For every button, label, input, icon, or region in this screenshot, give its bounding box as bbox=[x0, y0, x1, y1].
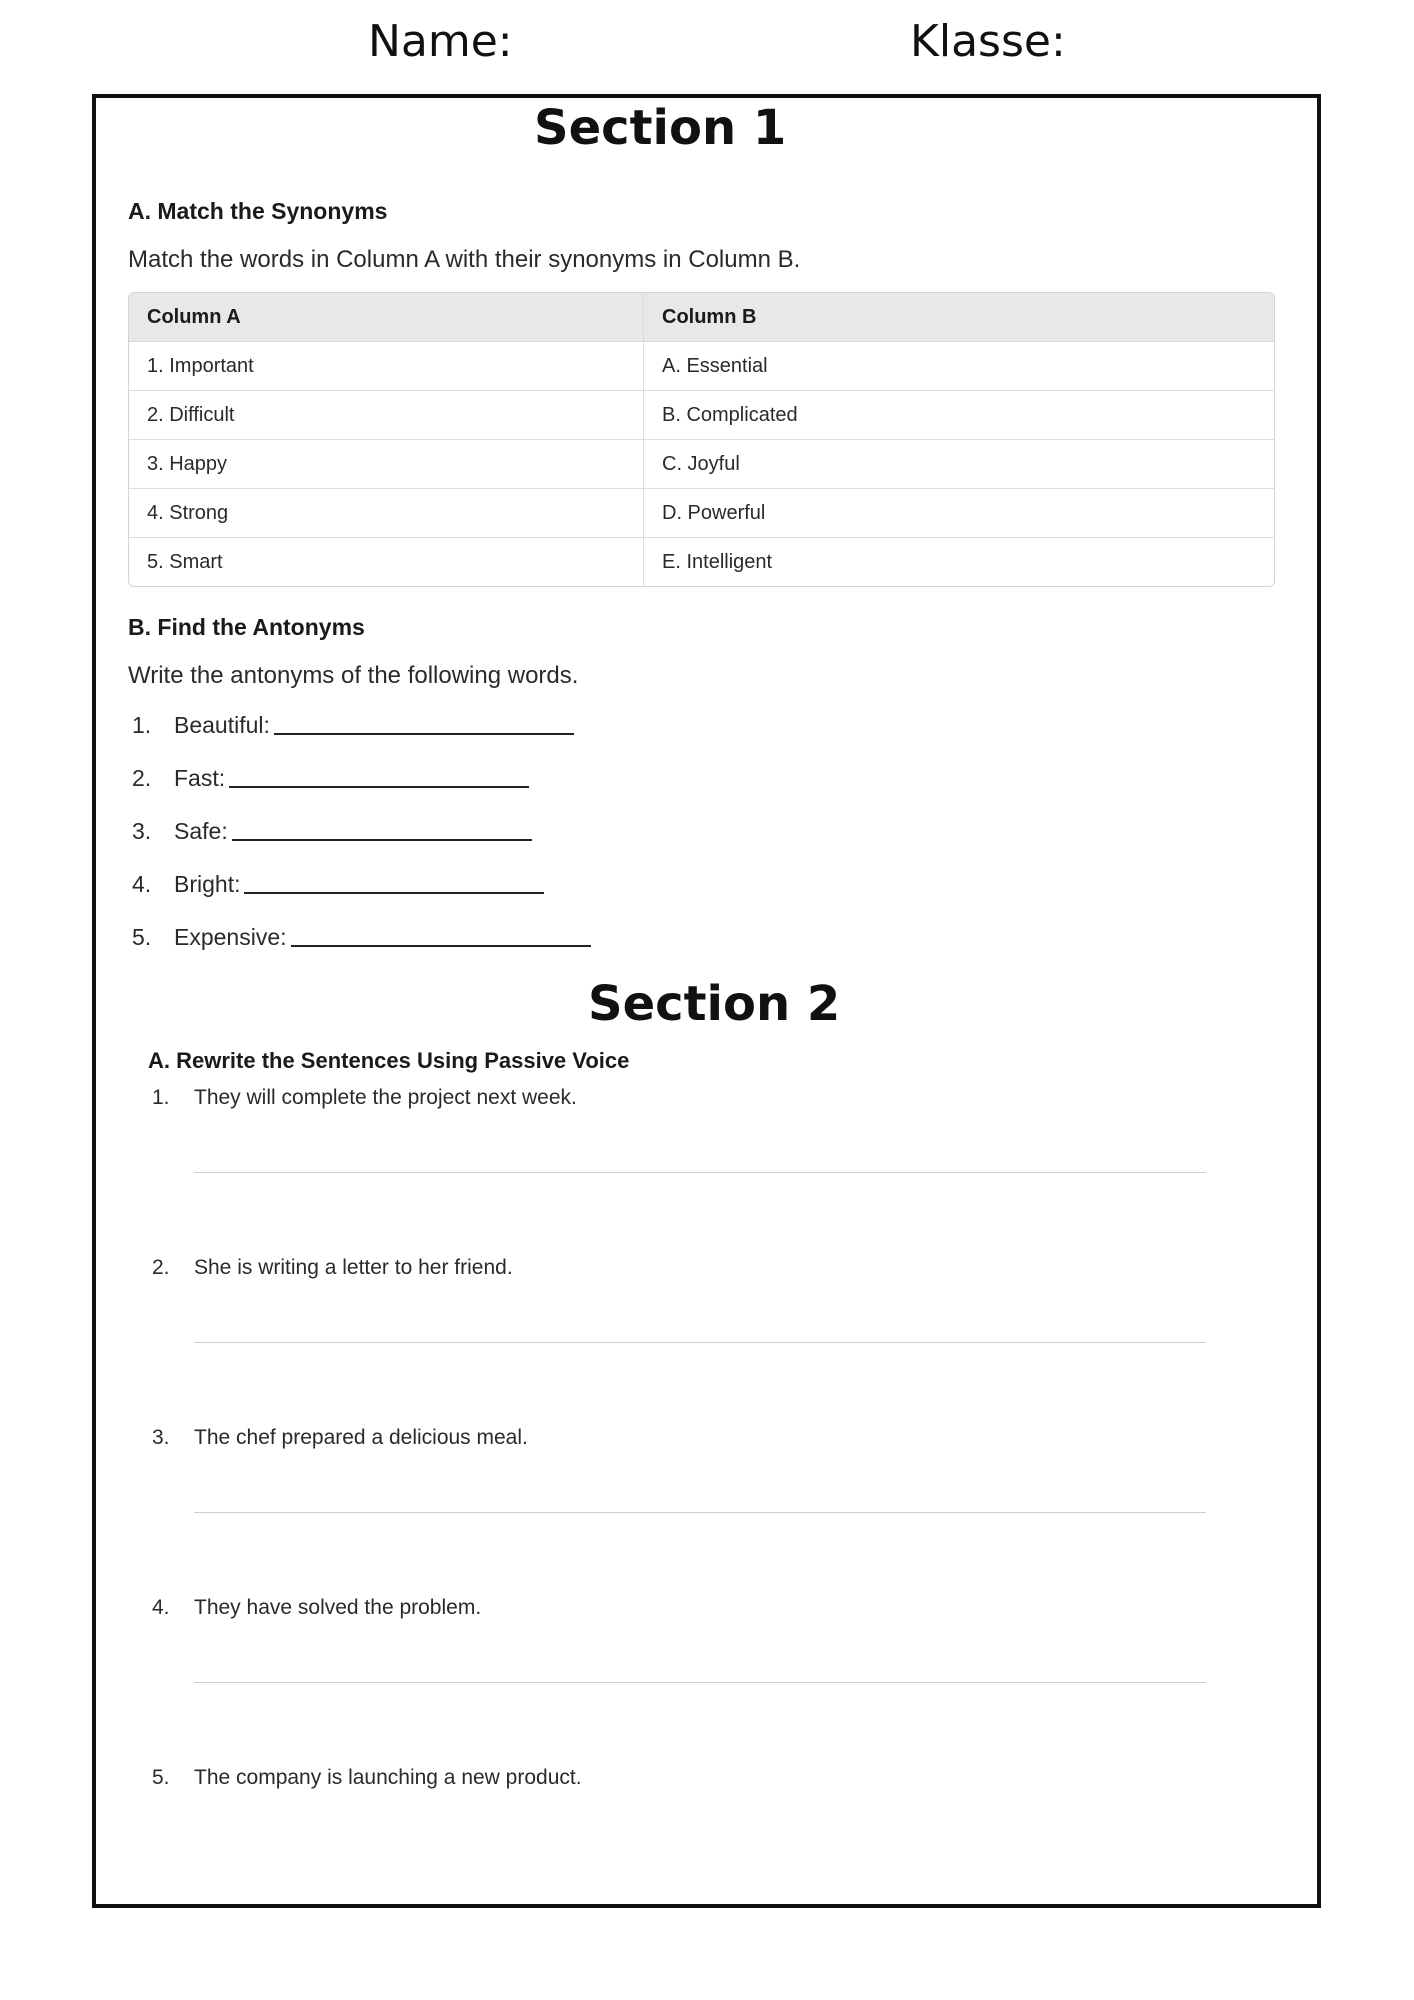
list-item bbox=[132, 924, 591, 977]
answer-line[interactable] bbox=[194, 1172, 1206, 1173]
item-number: 5. bbox=[152, 1766, 170, 1789]
antonym-word: Bright: bbox=[174, 871, 241, 897]
sentence-text: The company is launching a new product. bbox=[194, 1766, 582, 1789]
list-item bbox=[152, 1596, 1252, 1766]
sentence-text: They have solved the problem. bbox=[194, 1596, 482, 1619]
list-item bbox=[132, 818, 591, 871]
answer-blank[interactable] bbox=[244, 891, 544, 894]
answer-blank[interactable] bbox=[274, 732, 574, 735]
passive-voice-list bbox=[152, 1086, 1252, 1936]
table-row bbox=[129, 341, 1274, 390]
synonyms-table bbox=[128, 292, 1275, 587]
list-item bbox=[132, 871, 591, 924]
answer-blank[interactable] bbox=[229, 785, 529, 788]
antonym-word: Beautiful: bbox=[174, 712, 270, 738]
table-row bbox=[129, 390, 1274, 439]
list-item bbox=[152, 1766, 1252, 1936]
column-b-header: Column B bbox=[662, 305, 757, 328]
antonym-word: Safe: bbox=[174, 818, 228, 844]
sentence-text: The chef prepared a delicious meal. bbox=[194, 1426, 528, 1449]
section-2-title: Section 2 bbox=[588, 976, 841, 1032]
antonyms-heading: B. Find the Antonyms bbox=[128, 614, 365, 640]
item-number: 4. bbox=[132, 871, 152, 897]
antonym-word: Fast: bbox=[174, 765, 226, 791]
list-item bbox=[152, 1426, 1252, 1596]
answer-line[interactable] bbox=[194, 1682, 1206, 1683]
list-item bbox=[132, 712, 591, 765]
item-number: 4. bbox=[152, 1596, 170, 1619]
table-row bbox=[129, 439, 1274, 488]
antonyms-list bbox=[132, 712, 591, 977]
list-item bbox=[132, 765, 591, 818]
column-b-cell: A. Essential bbox=[662, 354, 768, 377]
item-number: 1. bbox=[132, 712, 152, 738]
column-b-cell: E. Intelligent bbox=[662, 550, 773, 573]
column-a-cell: 4. Strong bbox=[129, 489, 644, 537]
synonyms-heading: A. Match the Synonyms bbox=[128, 198, 388, 224]
worksheet-frame bbox=[92, 94, 1321, 1908]
answer-line[interactable] bbox=[194, 1342, 1206, 1343]
table-row bbox=[129, 488, 1274, 537]
answer-blank[interactable] bbox=[232, 838, 532, 841]
item-number: 3. bbox=[132, 818, 152, 844]
table-row bbox=[129, 537, 1274, 586]
passive-voice-heading: A. Rewrite the Sentences Using Passive Voice bbox=[148, 1048, 630, 1073]
answer-line[interactable] bbox=[194, 1512, 1206, 1513]
item-number: 2. bbox=[132, 765, 152, 791]
item-number: 5. bbox=[132, 924, 152, 950]
column-a-cell: 2. Difficult bbox=[129, 391, 644, 439]
column-b-cell: C. Joyful bbox=[662, 452, 740, 475]
column-a-cell: 5. Smart bbox=[129, 538, 644, 586]
antonyms-instruction: Write the antonyms of the following words. bbox=[128, 662, 579, 689]
antonym-word: Expensive: bbox=[174, 924, 287, 950]
sentence-text: She is writing a letter to her friend. bbox=[194, 1256, 513, 1279]
column-a-cell: 3. Happy bbox=[129, 440, 644, 488]
table-header-row bbox=[129, 293, 1274, 341]
answer-blank[interactable] bbox=[291, 944, 591, 947]
column-a-header: Column A bbox=[129, 293, 644, 341]
synonyms-instruction: Match the words in Column A with their synonyms in Column B. bbox=[128, 246, 801, 273]
section-1-title: Section 1 bbox=[534, 100, 787, 156]
item-number: 1. bbox=[152, 1086, 170, 1109]
item-number: 2. bbox=[152, 1256, 170, 1279]
name-label: Name: bbox=[368, 16, 513, 67]
sentence-text: They will complete the project next week. bbox=[194, 1086, 577, 1109]
column-b-cell: B. Complicated bbox=[662, 403, 798, 426]
column-a-cell: 1. Important bbox=[129, 342, 644, 390]
list-item bbox=[152, 1086, 1252, 1256]
column-b-cell: D. Powerful bbox=[662, 501, 766, 524]
klasse-label: Klasse: bbox=[910, 16, 1066, 67]
list-item bbox=[152, 1256, 1252, 1426]
item-number: 3. bbox=[152, 1426, 170, 1449]
